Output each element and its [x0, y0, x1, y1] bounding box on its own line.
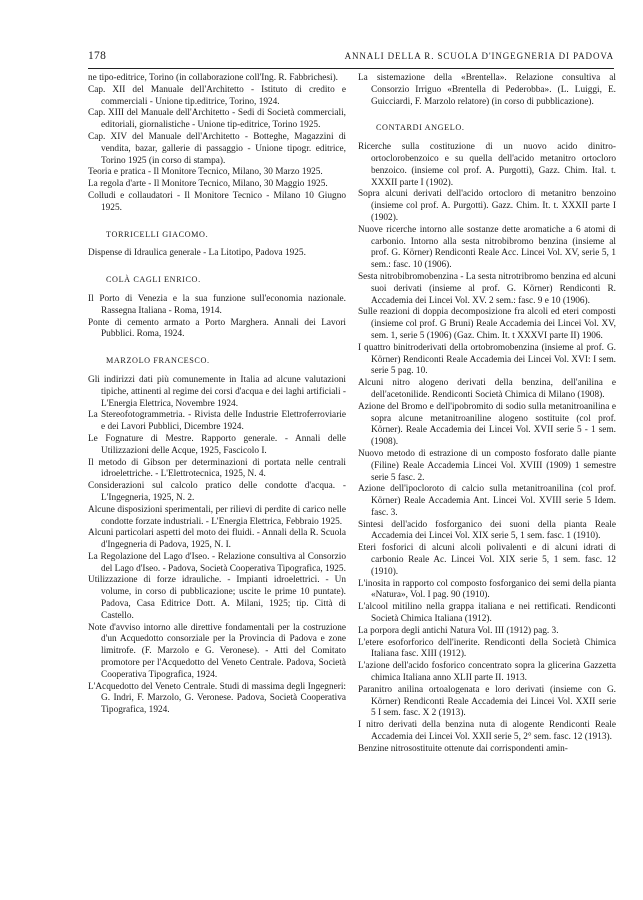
bibliography-entry: Nuovo metodo di estrazione di un composto fosforato dalle piante (Filine) Reale Accademia Lincei Vol. XVIII (1909) 1 semestre serie 5 fasc. 2. [358, 448, 616, 483]
bibliography-entry: Alcuni particolari aspetti del moto dei fluidi. - Annali della R. Scuola d'Ingegneria di Padova, 1925, N. I. [88, 528, 346, 551]
bibliography-entry: La regola d'arte - Il Monitore Tecnico, Milano, 30 Maggio 1925. [88, 179, 328, 190]
bibliography-entry: Le Fognature di Mestre. Rapporto generale. - Annali delle Utilizzazioni delle Acque, 1925, Fascicolo I. [88, 433, 346, 456]
body-columns [88, 73, 616, 873]
right-column [358, 73, 616, 873]
bibliography-entry: Utilizzazione di forze idrauliche. - Impianti idroelettrici. - Un volume, in corso di pubblicazione; uscite le prime 10 puntate). Padova, Casa Editrice Dott. A. Milani, 1925; tip. Città di Castello. [88, 575, 346, 621]
bibliography-entry: Teoria e pratica - Il Monitore Tecnico, Milano, 30 Marzo 1925. [88, 167, 323, 178]
bibliography-entry: Colludi e collaudatori - Il Monitore Tecnico - Milano 10 Giugno 1925. [88, 190, 346, 213]
bibliography-entry: Cap. XIII del Manuale dell'Architetto - Sedi di Società commerciali, editoriali, giornalistiche - Unione tip-editrice, Torino 1925. [88, 108, 346, 131]
bibliography-entry: Sopra alcuni derivati dell'acido ortocloro di metanitro benzoino (insieme col prof. A. Purgotti). Gazz. Chim. It. t. XXXII parte I (1902). [358, 189, 616, 223]
bibliography-entry: Cap. XII del Manuale dell'Architetto - Istituto di credito e commerciali - Unione tip.editrice, Torino, 1924. [88, 84, 346, 107]
bibliography-entry: Note d'avviso intorno alle direttive fondamentali per la costruzione d'un Acquedotto consorziale per la Provincia di Padova e zone limitrofe. (F. Marzolo e G. Veronese). - Atti del Comitato promotore per l'Acquedotto del Veneto Centrale. Padova, Società Cooperativa Tipografica, 1924. [88, 622, 346, 680]
bibliography-entry: Nuove ricerche intorno alle sostanze dette aromatiche a 6 atomi di carbonio. Intorno alla sesta nitrobibromo benzina (insieme al prof. G. Körner) Rendiconti Reale Acc. Lincei Vol. XV, serie 5, 1 sem.: fasc. 10 (1906). [358, 224, 616, 271]
bibliography-entry: Alcuni nitro alogeno derivati della benzina, dell'anilina e dell'acetonilide. Rendiconti Società Chimica di Milano (1908). [358, 378, 616, 400]
bibliography-entry: L'etere esoforforico dell'inerite. Rendiconti della Società Chimica Italiana fasc. XIII (1912). [358, 637, 616, 660]
bibliography-entry: Eteri fosforici di alcuni alcoli polivalenti e di alcuni idrati di carbonio Reale Ac. Lincei Vol. XIX serie 5, 1 sem. fasc. 12 (1910). [358, 543, 616, 577]
bibliography-entry: Considerazioni sul calcolo pratico delle condotte d'acqua. - L'Ingegneria, 1925, N. 2. [88, 481, 346, 503]
bibliography-entry: Sesta nitrobibromobenzina - La sesta nitrotribromo benzina ed alcuni suoi derivati (insieme al prof. G. Körner) Rendiconti R. Accademia dei Lincei Vol. XV. 2 sem.: fasc. 9 e 10 (1906). [358, 271, 616, 306]
bibliography-entry: Azione dell'ipocloroto di calcio sulla metanitroanilina (col prof. Körner) Reale Accademia Ant. Lincei Vol. XVIII serie 5 Idem. fasc. 3. [358, 484, 616, 518]
bibliography-entry: Il metodo di Gibson per determinazioni di portata nelle centrali idroelettriche. - L'Elettrotecnica, 1925, N. 4. [88, 457, 346, 480]
bibliography-entry: La Regolazione del Lago d'Iseo. - Relazione consultiva al Consorzio del Lago d'Iseo. - Padova, Società Cooperativa Tipografica, 1925. [88, 551, 346, 574]
bibliography-entry: L'azione dell'acido fosforico concentrato sopra la glicerina Gazzetta chimica Italiana anno XLII parte II. 1913. [358, 661, 616, 684]
bibliography-entry: L'alcool mitilino nella grappa italiana e nei rettificati. Rendiconti Società Chimica Italiana (1912). [358, 602, 616, 625]
left-column [88, 73, 346, 873]
author-heading: TORRICELLI GIACOMO. [106, 229, 209, 239]
running-title: ANNALI DELLA R. SCUOLA D'INGEGNERIA DI PADOVA [344, 51, 614, 61]
bibliography-entry: La sistemazione della «Brentella». Relazione consultiva al Consorzio Irriguo «Brentella di Pederobba». (L. Luiggi, E. Guicciardi, F. Marzolo relatore) (in corso di pubblicazione). [358, 73, 616, 107]
bibliography-entry: Sintesi dell'acido fosforganico dei suoni della pianta Reale Accademia dei Lincei Vol. XIX serie 5, 1 sem. fasc. 1 (1910). [358, 519, 616, 542]
bibliography-entry: Il Porto di Venezia e la sua funzione sull'economia nazionale. Rassegna Italiana - Roma, 1914. [88, 293, 346, 316]
bibliography-entry: I quattro binitroderivati della ortobromobenzina (insieme al prof. G. Körner) Rendiconti Reale Accademia dei Lincei Vol. XVI: I sem. serie 5 pag. 10. [358, 342, 616, 377]
bibliography-entry: Dispense di Idraulica generale - La Litotipo, Padova 1925. [88, 248, 306, 259]
bibliography-entry: La porpora degli antichi Natura Vol. III (1912) pag. 3. [358, 625, 559, 636]
author-heading: CONTARDI ANGELO. [376, 123, 465, 133]
bibliography-entry: Alcune disposizioni sperimentali, per rilievi di perdite di carico nelle condotte forzate industriali. - L'Energia Elettrica, Febbraio 1925. [88, 504, 346, 527]
author-heading: COLÀ CAGLI ENRICO. [106, 275, 201, 285]
bibliography-entry: Cap. XIV del Manuale dell'Architetto - Botteghe, Magazzini di vendita, bazar, gallerie di passaggio - Unione tipogr. editrice, Torino 1925 (in corso di stampa). [88, 131, 346, 166]
bibliography-entry: ne tipo-editrice, Torino (in collaborazione coll'Ing. R. Fabbrichesi). [88, 73, 338, 83]
bibliography-entry: L'Acquedotto del Veneto Centrale. Studi di massima degli Ingegneri: G. Indri, F. Marzolo, G. Veronese. Padova, Società Cooperativa Tipografica, 1924. [88, 681, 346, 716]
bibliography-entry: Paranitro anilina ortoalogenata e loro derivati (insieme con G. Körner) Rendiconti Reale Accademia dei Lincei Vol. XXII serie 5 I sem. fasc. X 2 (1913). [358, 684, 616, 719]
page-number: 178 [88, 50, 107, 62]
bibliography-entry: Ricerche sulla costituzione di un nuovo acido dinitro-ortoclorobenzoico e su quella dell'acido metanitro ortocloro benzoico. (insieme col prof. A. Purgotti), Gazz. Chim. Ital. t. XXXII parte I (1902). [358, 142, 616, 188]
bibliography-entry: Azione del Bromo e dell'ipobromito di sodio sulla metanitroanilina e sopra alcune metanitroaniline alogeno sostituite (col prof. Körner). Reale Accademia dei Lincei Vol. XVII serie 5 - 1 sem. (1908). [358, 401, 616, 448]
bibliography-entry: L'inosita in rapporto col composto fosforganico dei semi della pianta «Natura», Vol. I pag. 90 (1910). [358, 578, 616, 601]
bibliography-entry: Sulle reazioni di doppia decomposizione fra alcoli ed eteri composti (insieme col prof. G Bruni) Reale Accademia dei Lincei Vol. XV, sem. 1, serie 5 (1906) (Gaz. Chim. It. t XXXVI parte II) 1906. [358, 307, 616, 341]
page-header [88, 50, 614, 69]
bibliography-entry: Benzine nitrosostituite ottenute dai corrispondenti amin- [358, 743, 568, 754]
bibliography-entry: Gli indirizzi dati più comunemente in Italia ad alcune valutazioni tipiche, attinenti al regime dei corsi d'acqua e dei laghi artificiali - L'Energia Elettrica, Novembre 1924. [88, 374, 346, 409]
bibliography-entry: Ponte di cemento armato a Porto Marghera. Annali dei Lavori Pubblici. Roma, 1924. [88, 317, 346, 340]
author-heading: MARZOLO FRANCESCO. [106, 356, 210, 366]
bibliography-entry: La Stereofotogrammetria. - Rivista delle Industrie Elettroferroviarie e dei Lavori Pubblici, Dicembre 1924. [88, 410, 346, 433]
bibliography-entry: I nitro derivati della benzina nuta di alogente Rendiconti Reale Accademia dei Lincei Vol. XXII serie 5, 2° sem. fasc. 12 (1913). [358, 720, 616, 743]
